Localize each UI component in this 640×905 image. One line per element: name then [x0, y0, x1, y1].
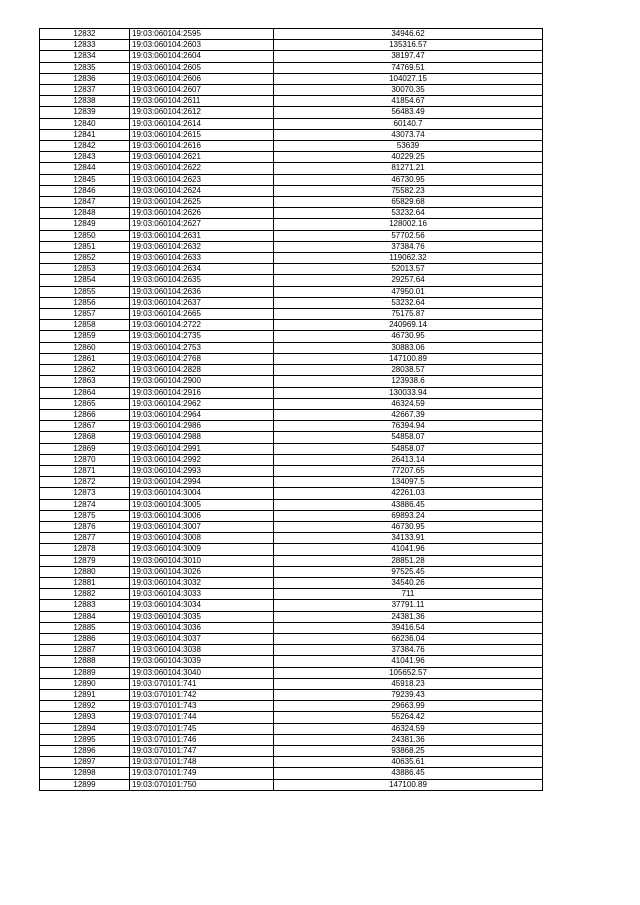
value-cell: 41854.67 — [274, 96, 543, 107]
row-number-cell: 12851 — [40, 241, 130, 252]
table-row — [40, 555, 543, 566]
table-row — [40, 309, 543, 320]
table-row — [40, 297, 543, 308]
row-number-cell: 12866 — [40, 409, 130, 420]
value-cell: 97525.45 — [274, 566, 543, 577]
row-number-cell: 12842 — [40, 141, 130, 152]
cadastral-number-cell: 19:03:060104:2626 — [130, 208, 274, 219]
cadastral-number-cell: 19:03:060104:2768 — [130, 353, 274, 364]
value-cell: 43073.74 — [274, 129, 543, 140]
row-number-cell: 12899 — [40, 779, 130, 790]
cadastral-number-cell: 19:03:060104:3039 — [130, 656, 274, 667]
table-row — [40, 521, 543, 532]
cadastral-number-cell: 19:03:060104:3034 — [130, 600, 274, 611]
cadastral-number-cell: 19:03:070101:749 — [130, 768, 274, 779]
row-number-cell: 12881 — [40, 577, 130, 588]
table-row — [40, 566, 543, 577]
table-row — [40, 29, 543, 40]
value-cell: 53232.64 — [274, 208, 543, 219]
table-row — [40, 465, 543, 476]
cadastral-number-cell: 19:03:060104:2634 — [130, 264, 274, 275]
row-number-cell: 12858 — [40, 320, 130, 331]
row-number-cell: 12896 — [40, 746, 130, 757]
cadastral-number-cell: 19:03:060104:2753 — [130, 342, 274, 353]
value-cell: 29663.99 — [274, 701, 543, 712]
row-number-cell: 12854 — [40, 275, 130, 286]
cadastral-number-cell: 19:03:060104:3004 — [130, 488, 274, 499]
table-row — [40, 499, 543, 510]
value-cell: 53232.64 — [274, 297, 543, 308]
cadastral-number-cell: 19:03:060104:2636 — [130, 286, 274, 297]
value-cell: 37384.76 — [274, 645, 543, 656]
table-row — [40, 185, 543, 196]
table-row — [40, 454, 543, 465]
table-row — [40, 577, 543, 588]
table-row — [40, 286, 543, 297]
cadastral-number-cell: 19:03:060104:2635 — [130, 275, 274, 286]
cadastral-number-cell: 19:03:060104:2614 — [130, 118, 274, 129]
cadastral-number-cell: 19:03:060104:2625 — [130, 197, 274, 208]
table-row — [40, 689, 543, 700]
table-row — [40, 208, 543, 219]
value-cell: 53639 — [274, 141, 543, 152]
value-cell: 28851.28 — [274, 555, 543, 566]
value-cell: 711 — [274, 589, 543, 600]
table-row — [40, 85, 543, 96]
value-cell: 46324.59 — [274, 398, 543, 409]
row-number-cell: 12852 — [40, 253, 130, 264]
row-number-cell: 12832 — [40, 29, 130, 40]
table-row — [40, 398, 543, 409]
value-cell: 240969.14 — [274, 320, 543, 331]
cadastral-number-cell: 19:03:060104:3010 — [130, 555, 274, 566]
cadastral-number-cell: 19:03:060104:2607 — [130, 85, 274, 96]
row-number-cell: 12835 — [40, 62, 130, 73]
cadastral-number-cell: 19:03:060104:2991 — [130, 443, 274, 454]
cadastral-value-table — [39, 28, 543, 791]
value-cell: 54858.07 — [274, 432, 543, 443]
cadastral-number-cell: 19:03:060104:2616 — [130, 141, 274, 152]
row-number-cell: 12892 — [40, 701, 130, 712]
row-number-cell: 12887 — [40, 645, 130, 656]
cadastral-number-cell: 19:03:060104:2624 — [130, 185, 274, 196]
row-number-cell: 12873 — [40, 488, 130, 499]
table-row — [40, 600, 543, 611]
cadastral-number-cell: 19:03:060104:2612 — [130, 107, 274, 118]
value-cell: 147100.89 — [274, 779, 543, 790]
value-cell: 123938.6 — [274, 376, 543, 387]
table-row — [40, 241, 543, 252]
value-cell: 42261.03 — [274, 488, 543, 499]
row-number-cell: 12890 — [40, 678, 130, 689]
value-cell: 52013.57 — [274, 264, 543, 275]
row-number-cell: 12869 — [40, 443, 130, 454]
cadastral-number-cell: 19:03:070101:745 — [130, 723, 274, 734]
cadastral-number-cell: 19:03:060104:2611 — [130, 96, 274, 107]
value-cell: 65829.68 — [274, 197, 543, 208]
row-number-cell: 12847 — [40, 197, 130, 208]
cadastral-number-cell: 19:03:060104:2828 — [130, 365, 274, 376]
value-cell: 130033.94 — [274, 387, 543, 398]
row-number-cell: 12850 — [40, 230, 130, 241]
cadastral-number-cell: 19:03:060104:2988 — [130, 432, 274, 443]
row-number-cell: 12837 — [40, 85, 130, 96]
row-number-cell: 12849 — [40, 219, 130, 230]
cadastral-number-cell: 19:03:060104:3007 — [130, 521, 274, 532]
value-cell: 75582.23 — [274, 185, 543, 196]
table-row — [40, 667, 543, 678]
value-cell: 104027.15 — [274, 73, 543, 84]
cadastral-number-cell: 19:03:060104:3005 — [130, 499, 274, 510]
table-row — [40, 342, 543, 353]
row-number-cell: 12875 — [40, 510, 130, 521]
table-row — [40, 656, 543, 667]
cadastral-number-cell: 19:03:060104:2722 — [130, 320, 274, 331]
row-number-cell: 12898 — [40, 768, 130, 779]
row-number-cell: 12868 — [40, 432, 130, 443]
value-cell: 77207.65 — [274, 465, 543, 476]
value-cell: 26413.14 — [274, 454, 543, 465]
table-row — [40, 320, 543, 331]
table-body — [40, 29, 543, 791]
table-row — [40, 331, 543, 342]
table-row — [40, 40, 543, 51]
row-number-cell: 12888 — [40, 656, 130, 667]
cadastral-number-cell: 19:03:060104:3038 — [130, 645, 274, 656]
value-cell: 42667.39 — [274, 409, 543, 420]
cadastral-number-cell: 19:03:070101:747 — [130, 746, 274, 757]
cadastral-number-cell: 19:03:060104:2595 — [130, 29, 274, 40]
row-number-cell: 12836 — [40, 73, 130, 84]
value-cell: 30883.06 — [274, 342, 543, 353]
cadastral-number-cell: 19:03:060104:2900 — [130, 376, 274, 387]
row-number-cell: 12857 — [40, 309, 130, 320]
table-row — [40, 533, 543, 544]
value-cell: 57702.56 — [274, 230, 543, 241]
table-row — [40, 174, 543, 185]
table-row — [40, 746, 543, 757]
table-row — [40, 712, 543, 723]
cadastral-number-cell: 19:03:070101:748 — [130, 757, 274, 768]
value-cell: 135316.57 — [274, 40, 543, 51]
table-row — [40, 421, 543, 432]
table-row — [40, 253, 543, 264]
cadastral-number-cell: 19:03:060104:3026 — [130, 566, 274, 577]
table-row — [40, 230, 543, 241]
table-row — [40, 51, 543, 62]
value-cell: 46730.95 — [274, 521, 543, 532]
row-number-cell: 12859 — [40, 331, 130, 342]
value-cell: 46730.95 — [274, 174, 543, 185]
value-cell: 54858.07 — [274, 443, 543, 454]
row-number-cell: 12870 — [40, 454, 130, 465]
row-number-cell: 12834 — [40, 51, 130, 62]
cadastral-number-cell: 19:03:060104:3037 — [130, 633, 274, 644]
table-row — [40, 645, 543, 656]
table-row — [40, 611, 543, 622]
value-cell: 41041.96 — [274, 656, 543, 667]
cadastral-number-cell: 19:03:060104:2623 — [130, 174, 274, 185]
table-row — [40, 365, 543, 376]
table-row — [40, 219, 543, 230]
cadastral-number-cell: 19:03:060104:2621 — [130, 152, 274, 163]
row-number-cell: 12897 — [40, 757, 130, 768]
value-cell: 56483.49 — [274, 107, 543, 118]
table-row — [40, 275, 543, 286]
row-number-cell: 12872 — [40, 477, 130, 488]
value-cell: 47950.01 — [274, 286, 543, 297]
table-row — [40, 589, 543, 600]
value-cell: 75175.87 — [274, 309, 543, 320]
value-cell: 39416.54 — [274, 622, 543, 633]
row-number-cell: 12878 — [40, 544, 130, 555]
value-cell: 43886.45 — [274, 499, 543, 510]
row-number-cell: 12853 — [40, 264, 130, 275]
row-number-cell: 12877 — [40, 533, 130, 544]
row-number-cell: 12879 — [40, 555, 130, 566]
cadastral-number-cell: 19:03:070101:741 — [130, 678, 274, 689]
row-number-cell: 12845 — [40, 174, 130, 185]
row-number-cell: 12855 — [40, 286, 130, 297]
row-number-cell: 12864 — [40, 387, 130, 398]
row-number-cell: 12874 — [40, 499, 130, 510]
cadastral-number-cell: 19:03:060104:3035 — [130, 611, 274, 622]
cadastral-number-cell: 19:03:060104:2992 — [130, 454, 274, 465]
value-cell: 81271.21 — [274, 163, 543, 174]
table-row — [40, 477, 543, 488]
row-number-cell: 12839 — [40, 107, 130, 118]
cadastral-number-cell: 19:03:060104:3040 — [130, 667, 274, 678]
cadastral-number-cell: 19:03:060104:2605 — [130, 62, 274, 73]
cadastral-number-cell: 19:03:060104:2735 — [130, 331, 274, 342]
cadastral-number-cell: 19:03:060104:2916 — [130, 387, 274, 398]
table-row — [40, 141, 543, 152]
value-cell: 40229.25 — [274, 152, 543, 163]
table-row — [40, 163, 543, 174]
cadastral-number-cell: 19:03:060104:2631 — [130, 230, 274, 241]
value-cell: 147100.89 — [274, 353, 543, 364]
row-number-cell: 12891 — [40, 689, 130, 700]
table-row — [40, 197, 543, 208]
cadastral-number-cell: 19:03:060104:2603 — [130, 40, 274, 51]
cadastral-number-cell: 19:03:060104:3008 — [130, 533, 274, 544]
table-row — [40, 779, 543, 790]
value-cell: 79239.43 — [274, 689, 543, 700]
row-number-cell: 12886 — [40, 633, 130, 644]
cadastral-number-cell: 19:03:060104:2637 — [130, 297, 274, 308]
row-number-cell: 12861 — [40, 353, 130, 364]
value-cell: 93868.25 — [274, 746, 543, 757]
table-row — [40, 701, 543, 712]
cadastral-number-cell: 19:03:060104:2627 — [130, 219, 274, 230]
table-row — [40, 376, 543, 387]
cadastral-number-cell: 19:03:070101:743 — [130, 701, 274, 712]
value-cell: 74769.51 — [274, 62, 543, 73]
cadastral-number-cell: 19:03:060104:2994 — [130, 477, 274, 488]
cadastral-number-cell: 19:03:060104:2986 — [130, 421, 274, 432]
cadastral-number-cell: 19:03:060104:3032 — [130, 577, 274, 588]
cadastral-number-cell: 19:03:060104:3006 — [130, 510, 274, 521]
table-row — [40, 488, 543, 499]
value-cell: 45918.23 — [274, 678, 543, 689]
value-cell: 134097.5 — [274, 477, 543, 488]
row-number-cell: 12840 — [40, 118, 130, 129]
cadastral-number-cell: 19:03:060104:2606 — [130, 73, 274, 84]
row-number-cell: 12846 — [40, 185, 130, 196]
cadastral-number-cell: 19:03:060104:3036 — [130, 622, 274, 633]
table-row — [40, 387, 543, 398]
row-number-cell: 12848 — [40, 208, 130, 219]
row-number-cell: 12876 — [40, 521, 130, 532]
table-row — [40, 264, 543, 275]
table-row — [40, 633, 543, 644]
row-number-cell: 12894 — [40, 723, 130, 734]
row-number-cell: 12860 — [40, 342, 130, 353]
cadastral-number-cell: 19:03:070101:742 — [130, 689, 274, 700]
row-number-cell: 12863 — [40, 376, 130, 387]
value-cell: 41041.96 — [274, 544, 543, 555]
row-number-cell: 12895 — [40, 734, 130, 745]
table-row — [40, 96, 543, 107]
cadastral-number-cell: 19:03:070101:750 — [130, 779, 274, 790]
cadastral-number-cell: 19:03:060104:2665 — [130, 309, 274, 320]
row-number-cell: 12856 — [40, 297, 130, 308]
value-cell: 34946.62 — [274, 29, 543, 40]
table-row — [40, 432, 543, 443]
cadastral-number-cell: 19:03:060104:2622 — [130, 163, 274, 174]
row-number-cell: 12841 — [40, 129, 130, 140]
value-cell: 43886.45 — [274, 768, 543, 779]
row-number-cell: 12884 — [40, 611, 130, 622]
cadastral-number-cell: 19:03:060104:2964 — [130, 409, 274, 420]
table-row — [40, 757, 543, 768]
row-number-cell: 12880 — [40, 566, 130, 577]
row-number-cell: 12885 — [40, 622, 130, 633]
value-cell: 46324.59 — [274, 723, 543, 734]
cadastral-number-cell: 19:03:060104:2962 — [130, 398, 274, 409]
cadastral-number-cell: 19:03:070101:746 — [130, 734, 274, 745]
value-cell: 66236.04 — [274, 633, 543, 644]
value-cell: 37791.11 — [274, 600, 543, 611]
row-number-cell: 12838 — [40, 96, 130, 107]
cadastral-number-cell: 19:03:060104:2632 — [130, 241, 274, 252]
cadastral-number-cell: 19:03:070101:744 — [130, 712, 274, 723]
row-number-cell: 12893 — [40, 712, 130, 723]
row-number-cell: 12862 — [40, 365, 130, 376]
value-cell: 30070.35 — [274, 85, 543, 96]
table-row — [40, 443, 543, 454]
table-row — [40, 723, 543, 734]
value-cell: 29257.64 — [274, 275, 543, 286]
cadastral-number-cell: 19:03:060104:3033 — [130, 589, 274, 600]
value-cell: 34133.91 — [274, 533, 543, 544]
cadastral-number-cell: 19:03:060104:2615 — [130, 129, 274, 140]
table-row — [40, 409, 543, 420]
row-number-cell: 12833 — [40, 40, 130, 51]
table-row — [40, 118, 543, 129]
value-cell: 46730.95 — [274, 331, 543, 342]
value-cell: 105652.57 — [274, 667, 543, 678]
value-cell: 76394.94 — [274, 421, 543, 432]
value-cell: 69893.24 — [274, 510, 543, 521]
row-number-cell: 12843 — [40, 152, 130, 163]
value-cell: 24381.36 — [274, 734, 543, 745]
value-cell: 40635.61 — [274, 757, 543, 768]
value-cell: 60140.7 — [274, 118, 543, 129]
value-cell: 119062.32 — [274, 253, 543, 264]
value-cell: 128002.16 — [274, 219, 543, 230]
row-number-cell: 12844 — [40, 163, 130, 174]
cadastral-number-cell: 19:03:060104:3009 — [130, 544, 274, 555]
table-row — [40, 544, 543, 555]
row-number-cell: 12882 — [40, 589, 130, 600]
table-row — [40, 768, 543, 779]
table-row — [40, 678, 543, 689]
value-cell: 24381.36 — [274, 611, 543, 622]
table-row — [40, 129, 543, 140]
table-row — [40, 152, 543, 163]
table-row — [40, 622, 543, 633]
cadastral-number-cell: 19:03:060104:2993 — [130, 465, 274, 476]
value-cell: 55264.42 — [274, 712, 543, 723]
value-cell: 38197.47 — [274, 51, 543, 62]
row-number-cell: 12865 — [40, 398, 130, 409]
cadastral-number-cell: 19:03:060104:2633 — [130, 253, 274, 264]
table-row — [40, 510, 543, 521]
row-number-cell: 12871 — [40, 465, 130, 476]
table-row — [40, 62, 543, 73]
table-row — [40, 353, 543, 364]
row-number-cell: 12889 — [40, 667, 130, 678]
row-number-cell: 12883 — [40, 600, 130, 611]
table-row — [40, 107, 543, 118]
table-row — [40, 73, 543, 84]
value-cell: 28038.57 — [274, 365, 543, 376]
row-number-cell: 12867 — [40, 421, 130, 432]
value-cell: 34540.26 — [274, 577, 543, 588]
value-cell: 37384.76 — [274, 241, 543, 252]
cadastral-number-cell: 19:03:060104:2604 — [130, 51, 274, 62]
table-row — [40, 734, 543, 745]
